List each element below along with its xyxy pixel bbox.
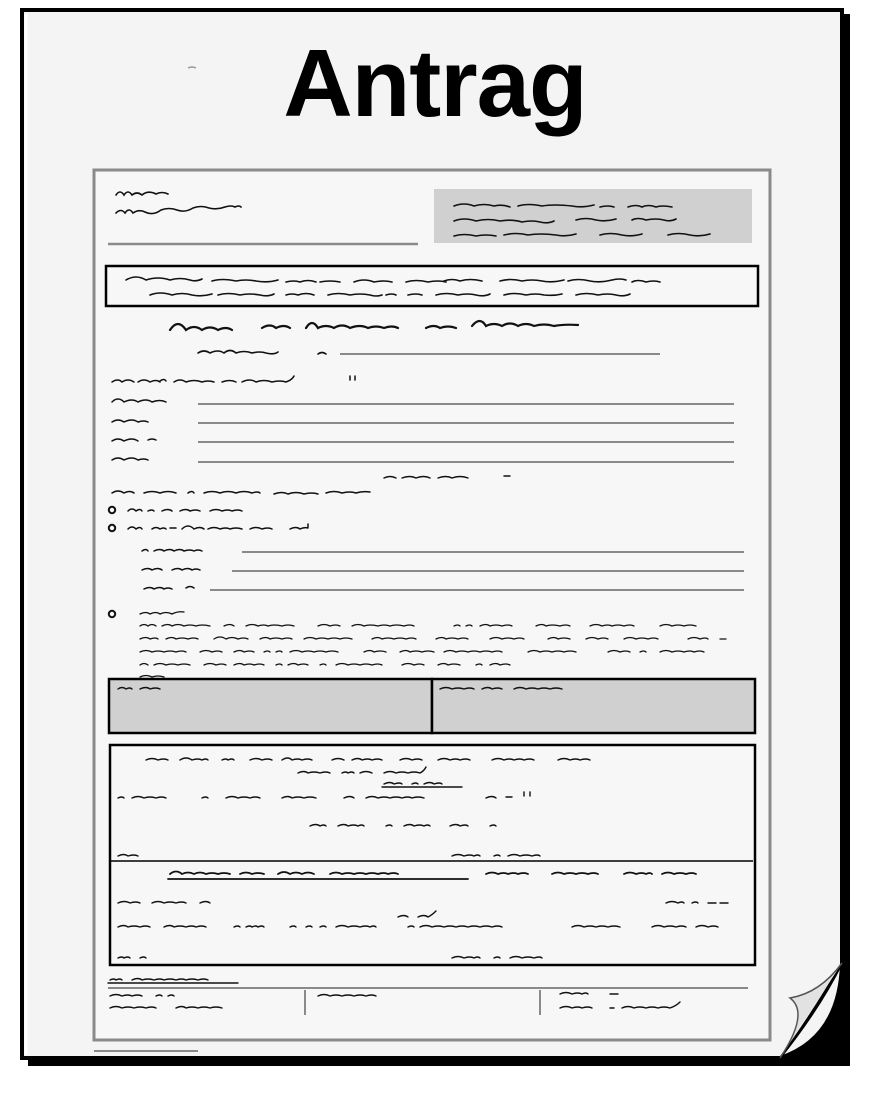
shaded-cell-left[interactable]: [109, 679, 432, 733]
document-title: Antrag: [283, 30, 587, 137]
application-form-illustration: [20, 8, 850, 1066]
paper-sheet: [20, 8, 850, 1066]
official-use-box: [110, 745, 755, 965]
shaded-cell-right[interactable]: [432, 679, 755, 733]
notice-box: [106, 266, 758, 306]
